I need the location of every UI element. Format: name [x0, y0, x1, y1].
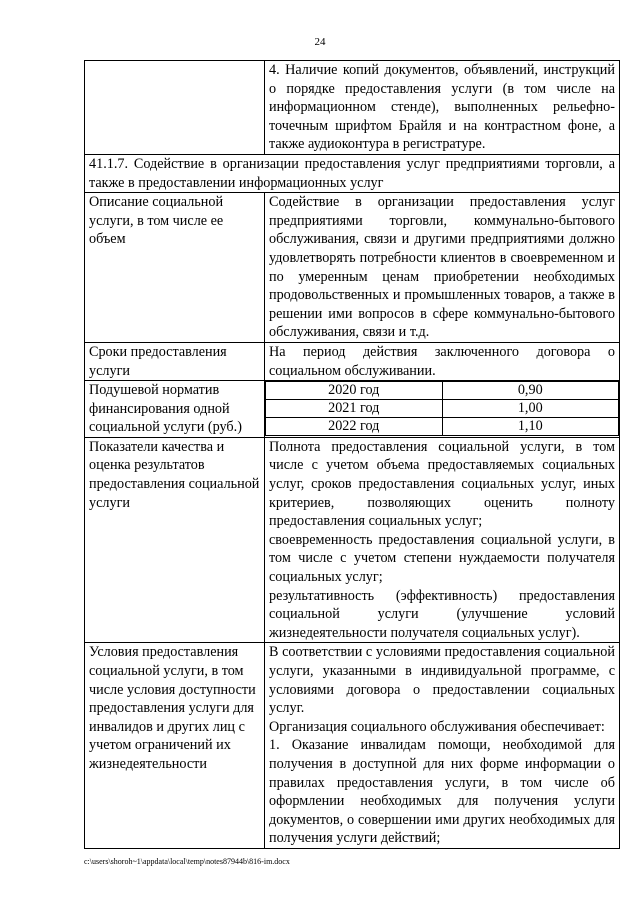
conditions-item-1: 1. Оказание инвалидам помощи, необходимой для получения в доступной для них форме информации о правилах предоставления услуги, в том числе об оформлении необходимых для получения услуги документов, о совершении ими других необходимых для получения услуги действий;: [269, 737, 615, 847]
conditions-provides: Организация социального обслуживания обеспечивает:: [269, 718, 605, 735]
table-row: [85, 154, 620, 192]
table-row: [85, 381, 620, 438]
quality-effectiveness: результативность (эффективность) предоставления социальной услуги (улучшение условий жизнедеятельности получателя социальных услуг).: [269, 587, 615, 641]
section-title: 41.1.7. Содействие в организации предоставления услуг предприятиями торговли, а также в предоставлении информационных услуг: [85, 154, 620, 192]
norm-year: 2022 год: [266, 418, 443, 436]
table-row: [85, 193, 620, 343]
services-table: [84, 60, 620, 849]
empty-cell: [85, 61, 265, 155]
description-text: Содействие в организации предоставления услуг предприятиями торговли, коммунально-бытового обслуживания, связи и другими предприятиями должно удовлетворять потребности клиентов в своевременном и по умеренным ценам приобретении необходимых продовольственных и промышленных товаров, а также в решении ими вопросов в сфере коммунально-бытового обслуживания, связи и т.д.: [265, 193, 620, 343]
norm-value: 1,00: [442, 400, 619, 418]
terms-label: Сроки предоставления услуги: [85, 342, 265, 380]
conditions-label: Условия предоставления социальной услуги, в том числе условия доступности предоставления услуги для инвалидов и других лиц с учетом ограничений их жизнедеятельности: [85, 643, 265, 849]
norm-year: 2020 год: [266, 382, 443, 400]
norm-value: 0,90: [442, 382, 619, 400]
norm-values-cell: [265, 381, 620, 438]
norm-row: [266, 382, 619, 400]
terms-text: На период действия заключенного договора о социальном обслуживании.: [265, 342, 620, 380]
quality-completeness: Полнота предоставления социальной услуги, в том числе с учетом объема предоставляемых социальных услуг, сроков предоставления социальных услуг, иных критериев, позволяющих оценить полноту предоставления социальных услуг;: [269, 438, 615, 530]
norm-year: 2021 год: [266, 400, 443, 418]
table-row: [85, 61, 620, 155]
table-row: [85, 437, 620, 643]
braille-info-cell: 4. Наличие копий документов, объявлений, инструкций о порядке предоставления услуги (в том числе на информационном стенде), выполненных рельефно-точечным шрифтом Брайля и на контрастном фоне, а также аудиоконтура в регистратуре.: [265, 61, 620, 155]
quality-text: [265, 437, 620, 643]
table-row: [85, 643, 620, 849]
norm-values-table: [265, 381, 619, 436]
norm-row: [266, 418, 619, 436]
norm-label: Подушевой норматив финансирования одной социальной услуги (руб.): [85, 381, 265, 438]
conditions-text: [265, 643, 620, 849]
quality-timeliness: своевременность предоставления социальной услуги, в том числе с учетом степени нуждаемости получателя социальных услуг;: [269, 531, 615, 586]
norm-value: 1,10: [442, 418, 619, 436]
norm-row: [266, 400, 619, 418]
table-row: [85, 342, 620, 380]
page-number: 24: [314, 36, 326, 48]
quality-label: Показатели качества и оценка результатов предоставления социальной услуги: [85, 437, 265, 643]
conditions-program: В соответствии с условиями предоставления социальной услуги, указанными в индивидуальной программе, с условиями договора о предоставлении социальных услуг.: [269, 644, 615, 717]
footer-file-path: c:\users\shoroh~1\appdata\local\temp\notes87944b\816-im.docx: [84, 857, 290, 866]
description-label: Описание социальной услуги, в том числе ее объем: [85, 193, 265, 343]
